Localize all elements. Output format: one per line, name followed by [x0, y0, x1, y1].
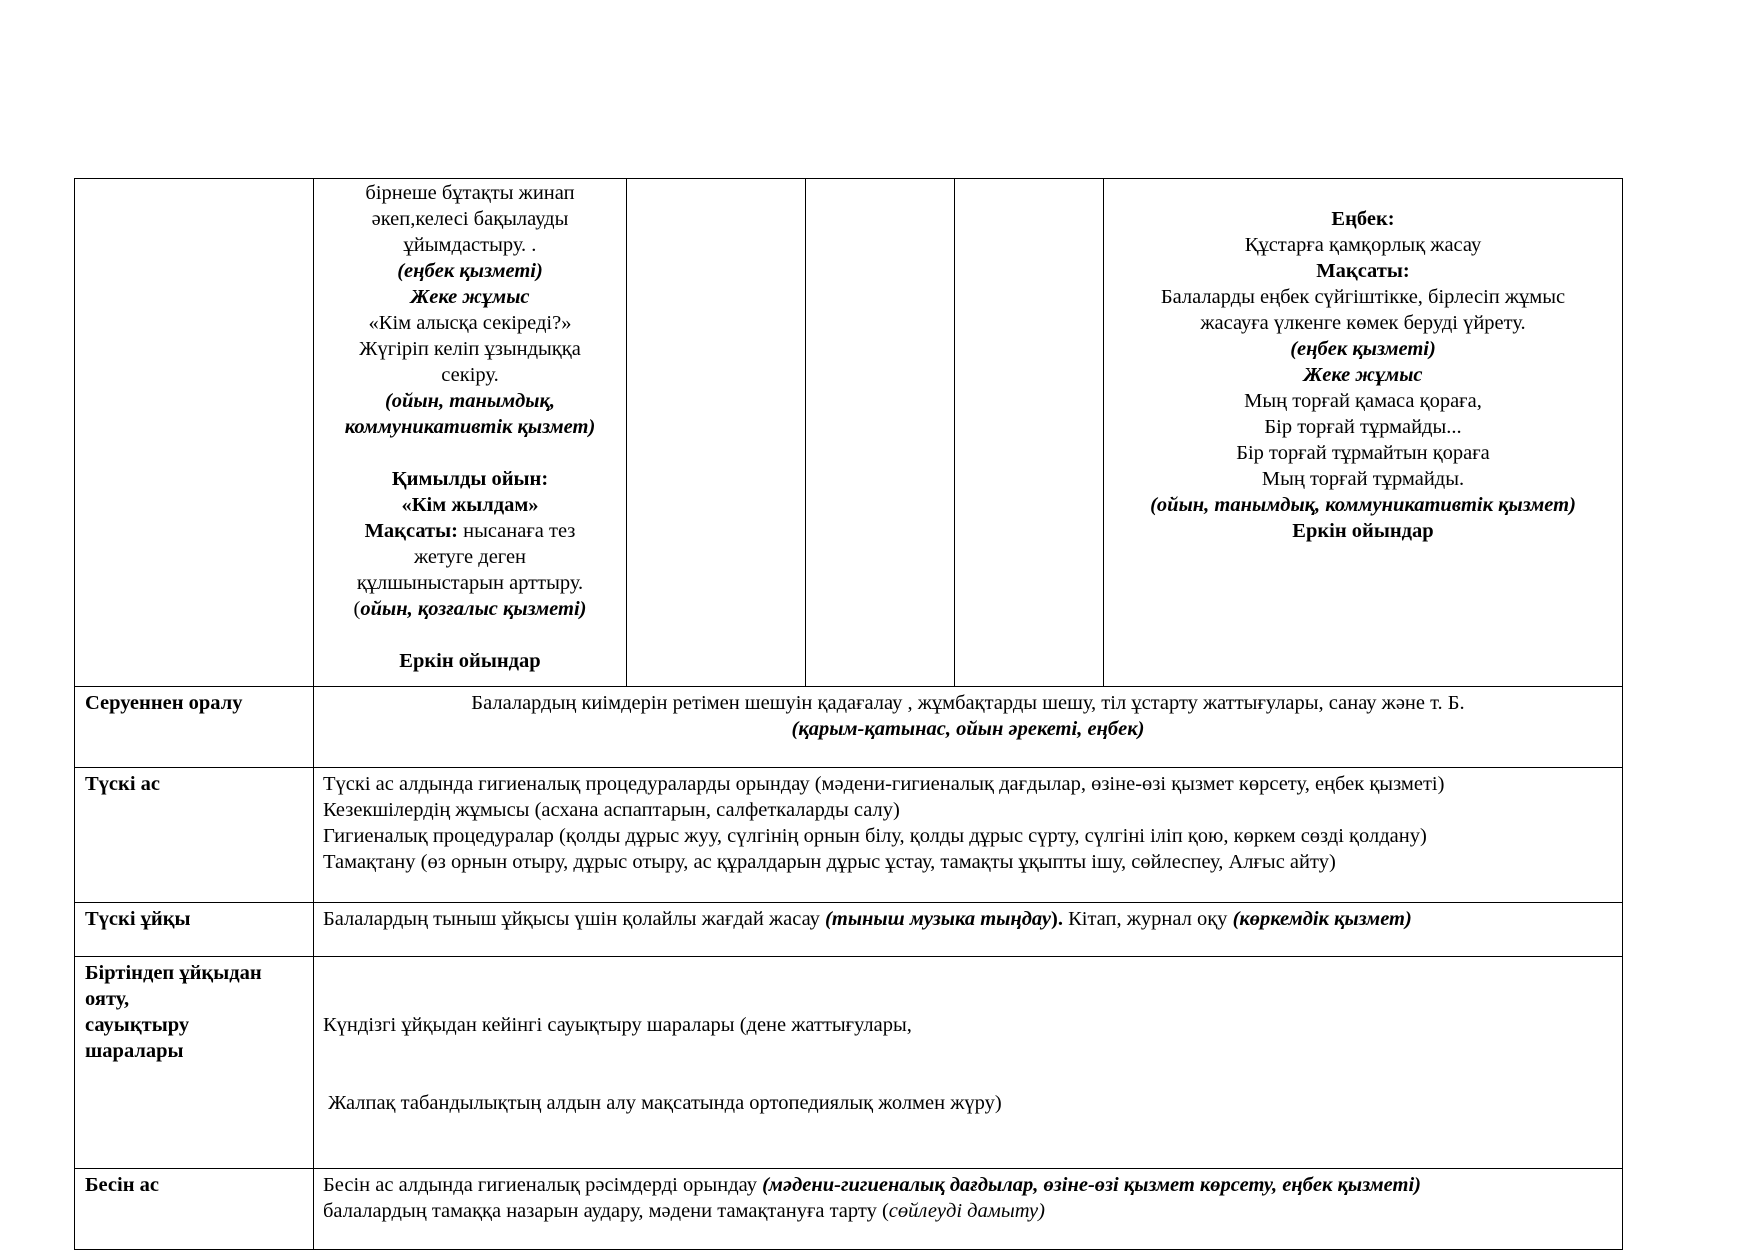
wakeup-label-line: сауықтыру: [85, 1014, 190, 1036]
empty-day-cell: [806, 179, 955, 687]
nap-text-part: ).: [1051, 908, 1069, 930]
lunch-line: Түскі ас алдында гигиеналық процедураларды орындау (мәдени-гигиеналық дағдылар, өзіне-өзі қызмет көрсету, еңбек қызметі): [323, 773, 1445, 795]
labor-line: Мың торғай қамаса қораға,: [1244, 390, 1482, 412]
labor-line: (ойын, танымдық, коммуникативтік қызмет): [1150, 494, 1576, 516]
wakeup-row: [75, 957, 1623, 1169]
wakeup-label-line: шаралары: [85, 1040, 184, 1062]
lunch-content: [314, 768, 1623, 903]
empty-day-cell: [955, 179, 1104, 687]
row-label-snack: Бесін ас: [75, 1169, 314, 1250]
lunch-line: Тамақтану (өз орнын отыру, дұрыс отыру, ас құралдарын дұрыс ұстау, тамақты ұқыпты ішу, сөйлеспеу, Алғыс айту): [323, 851, 1336, 873]
walk-line: Қимылды ойын:: [391, 468, 549, 490]
schedule-table: [74, 178, 1623, 1250]
snack-text: Бесін ас алдында гигиеналық рәсімдерді орындау: [323, 1174, 763, 1196]
wakeup-label-line: Біртіндеп ұйқыдан: [85, 962, 262, 984]
return-walk-text: Балалардың киімдерін ретімен шешуін қадағалау , жұмбақтарды шешу, тіл ұстарту жаттығулары, санау және т. Б.: [471, 692, 1465, 714]
labor-line: Еңбек:: [1331, 208, 1395, 230]
labor-line: жасауға үлкенге көмек беруді үйрету.: [1200, 312, 1526, 334]
walk-line: (ойын, танымдық,: [384, 390, 556, 412]
walk-line: Еркін ойындар: [399, 650, 541, 672]
labor-spacer: [1104, 180, 1622, 206]
walk-line: Жеке жұмыс: [410, 286, 530, 308]
labor-line: Құстарға қамқорлық жасау: [1244, 234, 1482, 256]
wakeup-content: [314, 957, 1623, 1169]
row-label-empty: [75, 179, 314, 687]
row-label-return-walk: Серуеннен оралу: [75, 687, 314, 768]
empty-day-cell: [627, 179, 806, 687]
nap-text-part: Кітап, журнал оқу: [1068, 908, 1233, 930]
walk-line: «Кім алысқа секіреді?»: [368, 312, 572, 334]
wakeup-label-line: ояту,: [85, 988, 130, 1010]
walk-spacer: [314, 440, 626, 466]
lunch-line: Гигиеналық процедуралар (қолды дұрыс жуу, сүлгінің орнын білу, қолды дұрыс сүрту, сүлгіні іліп қою, көркем сөзді қолдану): [323, 825, 1427, 847]
snack-line: [323, 1198, 1614, 1224]
lunch-row: [75, 768, 1623, 903]
walk-continued-row: [75, 179, 1623, 687]
walk-line: құлшыныстарын арттыру.: [356, 572, 584, 594]
walk-line: (еңбек қызметі): [397, 260, 543, 282]
row-label-wakeup: [75, 957, 314, 1169]
return-walk-content: [314, 687, 1623, 768]
labor-line: Мың торғай тұрмайды.: [1261, 468, 1465, 490]
walk-line: Жүгіріп келіп ұзындыққа: [359, 338, 581, 360]
labor-line: Еркін ойындар: [1292, 520, 1434, 542]
snack-content: [314, 1169, 1623, 1250]
snack-activities: (мәдени-гигиеналық дағдылар, өзіне-өзі қызмет көрсету, еңбек қызметі): [762, 1174, 1421, 1196]
walk-line: Мақсаты: нысанаға тез: [364, 520, 576, 542]
wakeup-line: Күндізгі ұйқыдан кейінгі сауықтыру шаралары (дене жаттығулары,: [323, 1014, 912, 1036]
walk-activities-cell: [314, 179, 627, 687]
walk-line: әкеп,келесі бақылауды: [371, 208, 569, 230]
labor-line: Балаларды еңбек сүйгіштікке, бірлесіп жұмыс: [1160, 286, 1566, 308]
walk-activity: ойын, қозғалыс қызметі): [360, 598, 587, 620]
snack-line: [323, 1172, 1614, 1198]
nap-row: [75, 903, 1623, 957]
labor-line: Бір торғай тұрмайды...: [1264, 416, 1462, 438]
walk-line: бірнеше бұтақты жинап: [365, 182, 575, 204]
walk-line: коммуникативтік қызмет): [344, 416, 596, 438]
labor-line: (еңбек қызметі): [1290, 338, 1436, 360]
labor-activities-cell: [1104, 179, 1623, 687]
nap-activity: (көркемдік қызмет): [1232, 908, 1412, 930]
walk-spacer: [314, 622, 626, 648]
row-label-nap: Түскі ұйқы: [75, 903, 314, 957]
return-walk-row: [75, 687, 1623, 768]
walk-line: секіру.: [441, 364, 499, 386]
nap-content: [314, 903, 1623, 957]
lunch-line: Кезекшілердің жұмысы (асхана аспаптарын, салфеткаларды салу): [323, 799, 900, 821]
snack-text: балалардың тамаққа назарын аудару, мәдени тамақтануға тарту (: [323, 1200, 889, 1222]
walk-line: (ойын, қозғалыс қызметі): [353, 598, 587, 620]
nap-music: (тыныш музыка тыңдау: [825, 908, 1051, 930]
nap-text-part: Балалардың тыныш ұйқысы үшін қолайлы жағдай жасау: [323, 908, 826, 930]
labor-line: Жеке жұмыс: [1303, 364, 1423, 386]
snack-row: [75, 1169, 1623, 1250]
labor-line: Бір торғай тұрмайтын қораға: [1236, 442, 1490, 464]
snack-activity: сөйлеуді дамыту): [888, 1200, 1045, 1222]
walk-line: ұйымдастыру. .: [403, 234, 537, 256]
walk-goal-label: Мақсаты:: [364, 520, 458, 542]
nap-text: [323, 906, 1614, 932]
return-walk-activities: (қарым-қатынас, ойын әрекеті, еңбек): [791, 718, 1145, 740]
row-label-lunch: Түскі ас: [75, 768, 314, 903]
labor-line: Мақсаты:: [1316, 260, 1410, 282]
walk-line: жетуге деген: [413, 546, 527, 568]
walk-line: «Кім жылдам»: [401, 494, 539, 516]
wakeup-line: Жалпақ табандылықтың алдын алу мақсатында ортопедиялық жолмен жүру): [323, 1092, 1002, 1114]
